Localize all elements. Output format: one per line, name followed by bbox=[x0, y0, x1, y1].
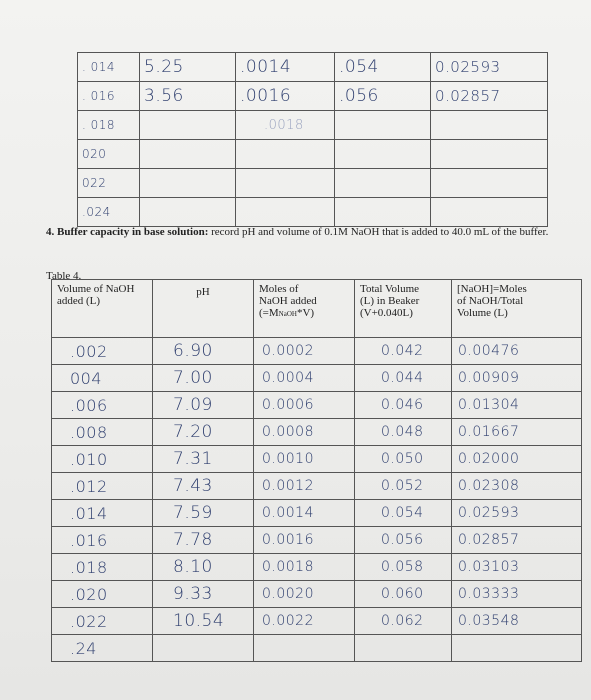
ph-cell: 7.09 bbox=[153, 392, 254, 419]
volume-cell: . 014 bbox=[78, 53, 140, 82]
table-row bbox=[78, 82, 548, 111]
volume-cell: .022 bbox=[52, 608, 153, 635]
table-row bbox=[52, 635, 582, 662]
moles-cell: 0.0014 bbox=[254, 500, 355, 527]
concentration-cell bbox=[431, 140, 548, 169]
table-row bbox=[78, 198, 548, 227]
buffer-capacity-table bbox=[51, 279, 582, 662]
total-volume-cell: 0.052 bbox=[355, 473, 452, 500]
total-volume-cell: 0.042 bbox=[355, 338, 452, 365]
moles-cell: 0.0022 bbox=[254, 608, 355, 635]
volume-cell: .008 bbox=[52, 419, 153, 446]
volume-cell: 004 bbox=[52, 365, 153, 392]
total-volume-cell: 0.062 bbox=[355, 608, 452, 635]
moles-cell: 0.0012 bbox=[254, 473, 355, 500]
header-moles-line3b: *V) bbox=[296, 307, 315, 319]
concentration-cell: 0.03103 bbox=[452, 554, 582, 581]
concentration-cell bbox=[431, 53, 548, 82]
concentration-cell: 0.00909 bbox=[452, 365, 582, 392]
header-moles-subscript: NaOH bbox=[278, 310, 297, 318]
concentration-value: 0.02593 bbox=[435, 57, 501, 76]
concentration-cell: 0.02000 bbox=[452, 446, 582, 473]
ph-cell: 7.43 bbox=[153, 473, 254, 500]
header-total-line1: Total Volume bbox=[360, 283, 420, 295]
header-conc-line3: Volume (L) bbox=[457, 307, 508, 319]
total-volume-cell: 0.046 bbox=[355, 392, 452, 419]
table-label: Table 4. bbox=[46, 270, 82, 282]
concentration-cell: 0.02857 bbox=[452, 527, 582, 554]
ph-cell bbox=[140, 140, 236, 169]
ph-cell: 6.90 bbox=[153, 338, 254, 365]
concentration-cell bbox=[452, 635, 582, 662]
header-total-volume bbox=[355, 280, 452, 338]
concentration-cell: 0.00476 bbox=[452, 338, 582, 365]
concentration-cell bbox=[431, 198, 548, 227]
total-volume-cell bbox=[335, 140, 431, 169]
table-row bbox=[52, 392, 582, 419]
moles-cell: 0.0006 bbox=[254, 392, 355, 419]
ph-cell: 7.59 bbox=[153, 500, 254, 527]
header-conc-line2: of NaOH/Total bbox=[457, 295, 524, 307]
concentration-cell: 0.02857 bbox=[431, 82, 548, 111]
total-volume-cell: .056 bbox=[335, 82, 431, 111]
moles-cell: 0.0016 bbox=[254, 527, 355, 554]
moles-cell: 0.0004 bbox=[254, 365, 355, 392]
table-row bbox=[52, 608, 582, 635]
table-row bbox=[52, 527, 582, 554]
volume-cell: .002 bbox=[52, 338, 153, 365]
volume-cell: . 016 bbox=[78, 82, 140, 111]
table-row bbox=[78, 140, 548, 169]
volume-cell: .006 bbox=[52, 392, 153, 419]
concentration-cell: 0.01304 bbox=[452, 392, 582, 419]
volume-cell: . 018 bbox=[78, 111, 140, 140]
concentration-cell: 0.03548 bbox=[452, 608, 582, 635]
table-row bbox=[52, 446, 582, 473]
question-heading: 4. Buffer capacity in base solution: bbox=[46, 226, 209, 238]
volume-cell: .018 bbox=[52, 554, 153, 581]
ph-cell: 7.00 bbox=[153, 365, 254, 392]
table-row bbox=[78, 53, 548, 82]
table-row bbox=[52, 500, 582, 527]
total-volume-cell: 0.054 bbox=[355, 500, 452, 527]
volume-cell: .012 bbox=[52, 473, 153, 500]
table-row bbox=[52, 419, 582, 446]
header-volume: Volume of NaOH added (L) bbox=[52, 280, 153, 338]
table-row bbox=[78, 169, 548, 198]
previous-data-table bbox=[77, 52, 548, 227]
moles-cell: .0016 bbox=[236, 82, 335, 111]
ph-cell: 7.78 bbox=[153, 527, 254, 554]
volume-cell: 020 bbox=[78, 140, 140, 169]
ph-cell: 3.56 bbox=[140, 82, 236, 111]
table-row bbox=[52, 338, 582, 365]
table-row bbox=[52, 365, 582, 392]
volume-cell: .010 bbox=[52, 446, 153, 473]
volume-cell: .016 bbox=[52, 527, 153, 554]
ph-cell: 9.33 bbox=[153, 581, 254, 608]
header-moles-line3a: (=M bbox=[259, 307, 279, 319]
moles-cell: 0.0008 bbox=[254, 419, 355, 446]
volume-cell: 022 bbox=[78, 169, 140, 198]
moles-cell: 0.0010 bbox=[254, 446, 355, 473]
volume-cell: .024 bbox=[78, 198, 140, 227]
header-total-line2: (L) in Beaker bbox=[360, 295, 420, 307]
moles-cell bbox=[254, 635, 355, 662]
concentration-cell: 0.01667 bbox=[452, 419, 582, 446]
volume-cell: .020 bbox=[52, 581, 153, 608]
question-body: record pH and volume of 0.1M NaOH that is added to 40.0 mL of the buffer. bbox=[208, 226, 549, 238]
header-row bbox=[52, 280, 582, 338]
volume-cell: .24 bbox=[52, 635, 153, 662]
total-volume-cell: 0.058 bbox=[355, 554, 452, 581]
total-volume-cell bbox=[335, 111, 431, 140]
table-row bbox=[78, 111, 548, 140]
header-moles-line2: NaOH added bbox=[259, 295, 317, 307]
table-row bbox=[52, 581, 582, 608]
total-volume-cell bbox=[335, 169, 431, 198]
volume-cell: .014 bbox=[52, 500, 153, 527]
moles-cell: 0.0018 bbox=[254, 554, 355, 581]
header-moles bbox=[254, 280, 355, 338]
moles-cell bbox=[236, 169, 335, 198]
header-total-line3: (V+0.040L) bbox=[360, 307, 413, 319]
total-volume-cell: 0.048 bbox=[355, 419, 452, 446]
table-row bbox=[52, 554, 582, 581]
moles-cell: .0014 bbox=[236, 53, 335, 82]
total-volume-cell bbox=[335, 198, 431, 227]
total-volume-cell: 0.060 bbox=[355, 581, 452, 608]
ph-cell bbox=[140, 198, 236, 227]
total-volume-cell: 0.050 bbox=[355, 446, 452, 473]
total-volume-cell bbox=[355, 635, 452, 662]
moles-cell bbox=[236, 198, 335, 227]
concentration-cell bbox=[431, 111, 548, 140]
concentration-cell: 0.03333 bbox=[452, 581, 582, 608]
ph-cell: 10.54 bbox=[153, 608, 254, 635]
ph-cell: 5.25 bbox=[140, 53, 236, 82]
ph-cell bbox=[140, 169, 236, 198]
header-moles-line1: Moles of bbox=[259, 283, 299, 295]
ph-cell: 7.31 bbox=[153, 446, 254, 473]
ph-cell bbox=[140, 111, 236, 140]
moles-cell: .0018 bbox=[236, 111, 335, 140]
concentration-cell: 0.02593 bbox=[452, 500, 582, 527]
table-row bbox=[52, 473, 582, 500]
header-concentration bbox=[452, 280, 582, 338]
ph-cell: 7.20 bbox=[153, 419, 254, 446]
ph-cell bbox=[153, 635, 254, 662]
moles-cell: 0.0002 bbox=[254, 338, 355, 365]
total-volume-cell: .054 bbox=[335, 53, 431, 82]
concentration-cell bbox=[431, 169, 548, 198]
total-volume-cell: 0.056 bbox=[355, 527, 452, 554]
moles-cell bbox=[236, 140, 335, 169]
question-text bbox=[46, 225, 566, 239]
header-ph: pH bbox=[153, 280, 254, 338]
concentration-cell: 0.02308 bbox=[452, 473, 582, 500]
moles-cell: 0.0020 bbox=[254, 581, 355, 608]
total-volume-cell: 0.044 bbox=[355, 365, 452, 392]
header-conc-line1: [NaOH]=Moles bbox=[457, 283, 527, 295]
ph-cell: 8.10 bbox=[153, 554, 254, 581]
